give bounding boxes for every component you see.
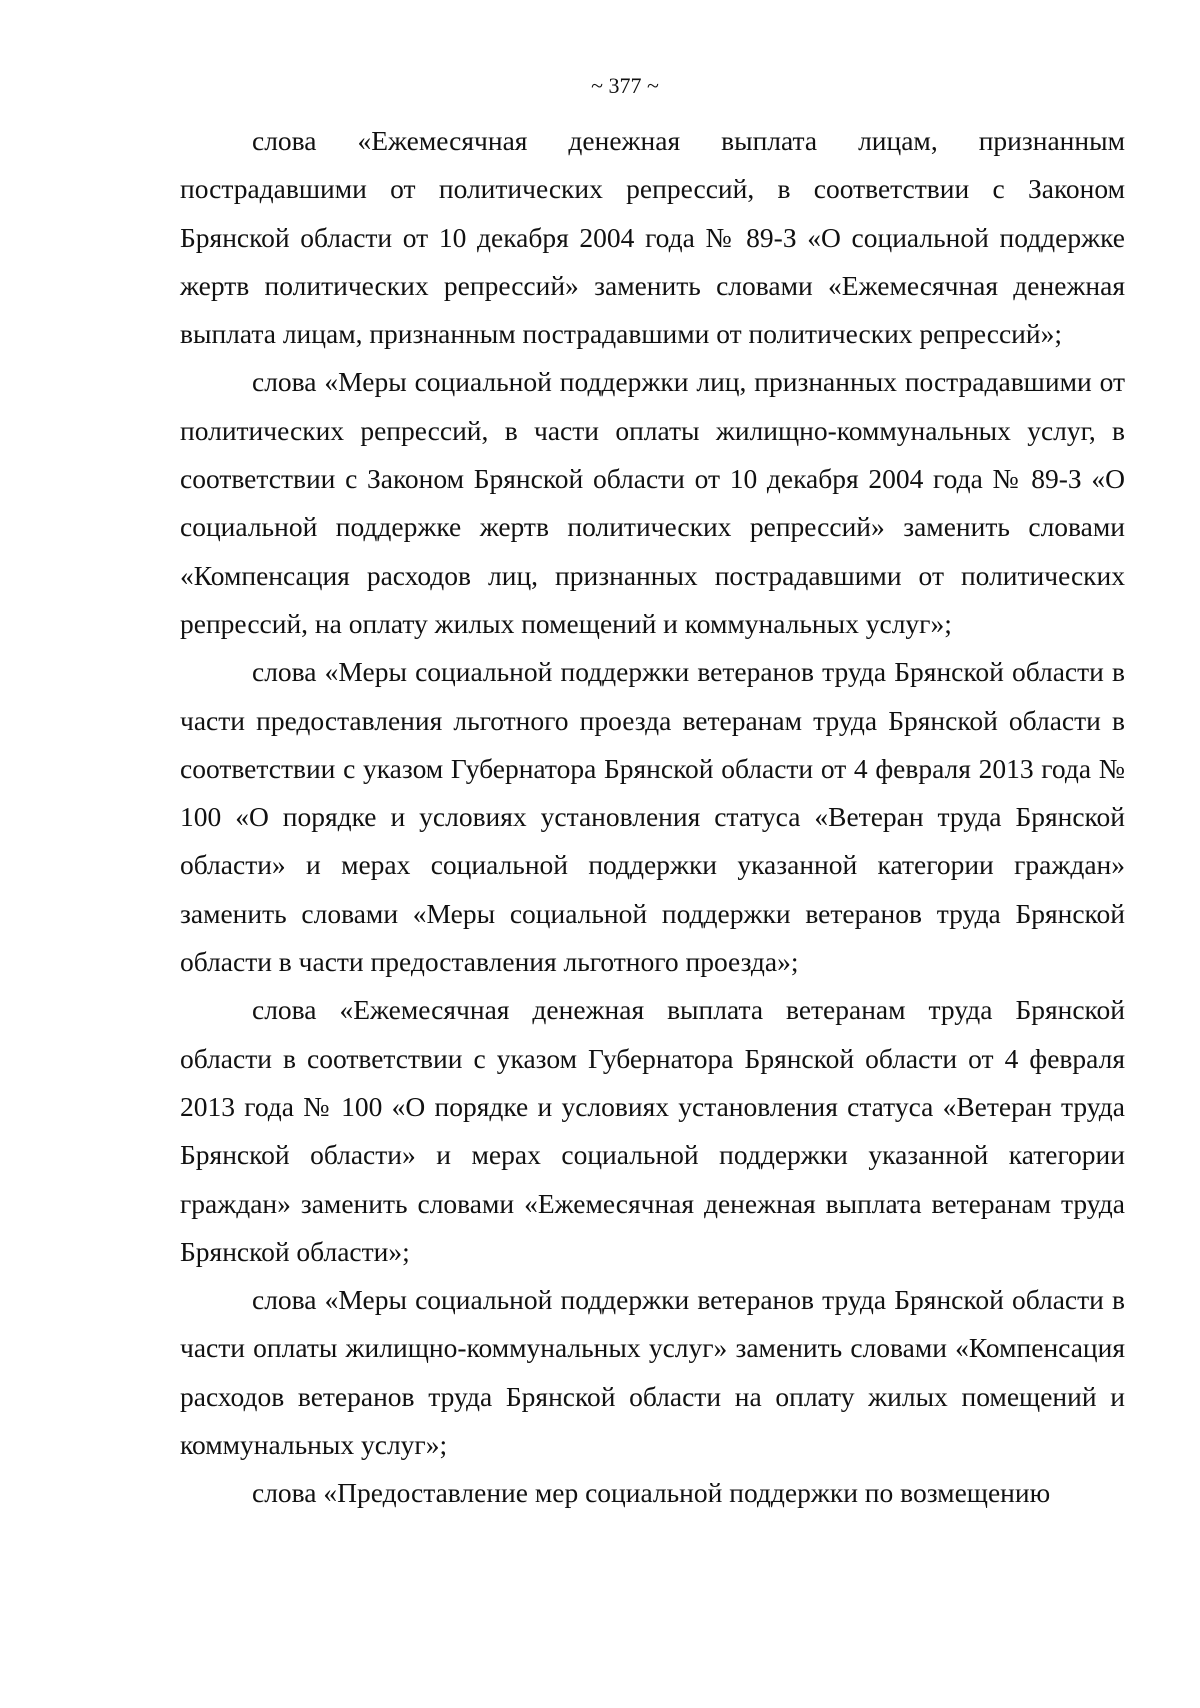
paragraph-3: слова «Меры социальной поддержки ветеранов труда Брянской области в части предоставления льготного проезда ветеранам труда Брянской области в соответствии с указом Губернатора Брянской области от 4 февраля 2013 года № 100 «О порядке и условиях установления статуса «Ветеран труда Брянской области» и мерах социальной поддержки указанной категории граждан» заменить словами «Меры социальной поддержки ветеранов труда Брянской области в части предоставления льготного проезда»; — [180, 656, 1125, 978]
paragraph-6: слова «Предоставление мер социальной поддержки по возмещению — [252, 1477, 1051, 1509]
paragraph-4: слова «Ежемесячная денежная выплата ветеранам труда Брянской области в соответствии с указом Губернатора Брянской области от 4 февраля 2013 года № 100 «О порядке и условиях установления статуса «Ветеран труда Брянской области» и мерах социальной поддержки указанной категории граждан» заменить словами «Ежемесячная денежная выплата ветеранам труда Брянской области»; — [180, 994, 1125, 1267]
page-number: ~ 377 ~ — [591, 73, 659, 98]
paragraph-2: слова «Меры социальной поддержки лиц, признанных пострадавшими от политических репрессий, в части оплаты жилищно-коммунальных услуг, в соответствии с Законом Брянской области от 10 декабря 2004 года № 89-З «О социальной поддержке жертв политических репрессий» заменить словами «Компенсация расходов лиц, признанных пострадавшими от политических репрессий, на оплату жилых помещений и коммунальных услуг»; — [180, 366, 1125, 639]
paragraph-5: слова «Меры социальной поддержки ветеранов труда Брянской области в части оплаты жилищно-коммунальных услуг» заменить словами «Компенсация расходов ветеранов труда Брянской области на оплату жилых помещений и коммунальных услуг»; — [180, 1284, 1125, 1461]
paragraph-1: слова «Ежемесячная денежная выплата лицам, признанным пострадавшими от политических репрессий, в соответствии с Законом Брянской области от 10 декабря 2004 года № 89-З «О социальной поддержке жертв политических репрессий» заменить словами «Ежемесячная денежная выплата лицам, признанным пострадавшими от политических репрессий»; — [180, 125, 1125, 350]
document-body — [180, 117, 1125, 1518]
